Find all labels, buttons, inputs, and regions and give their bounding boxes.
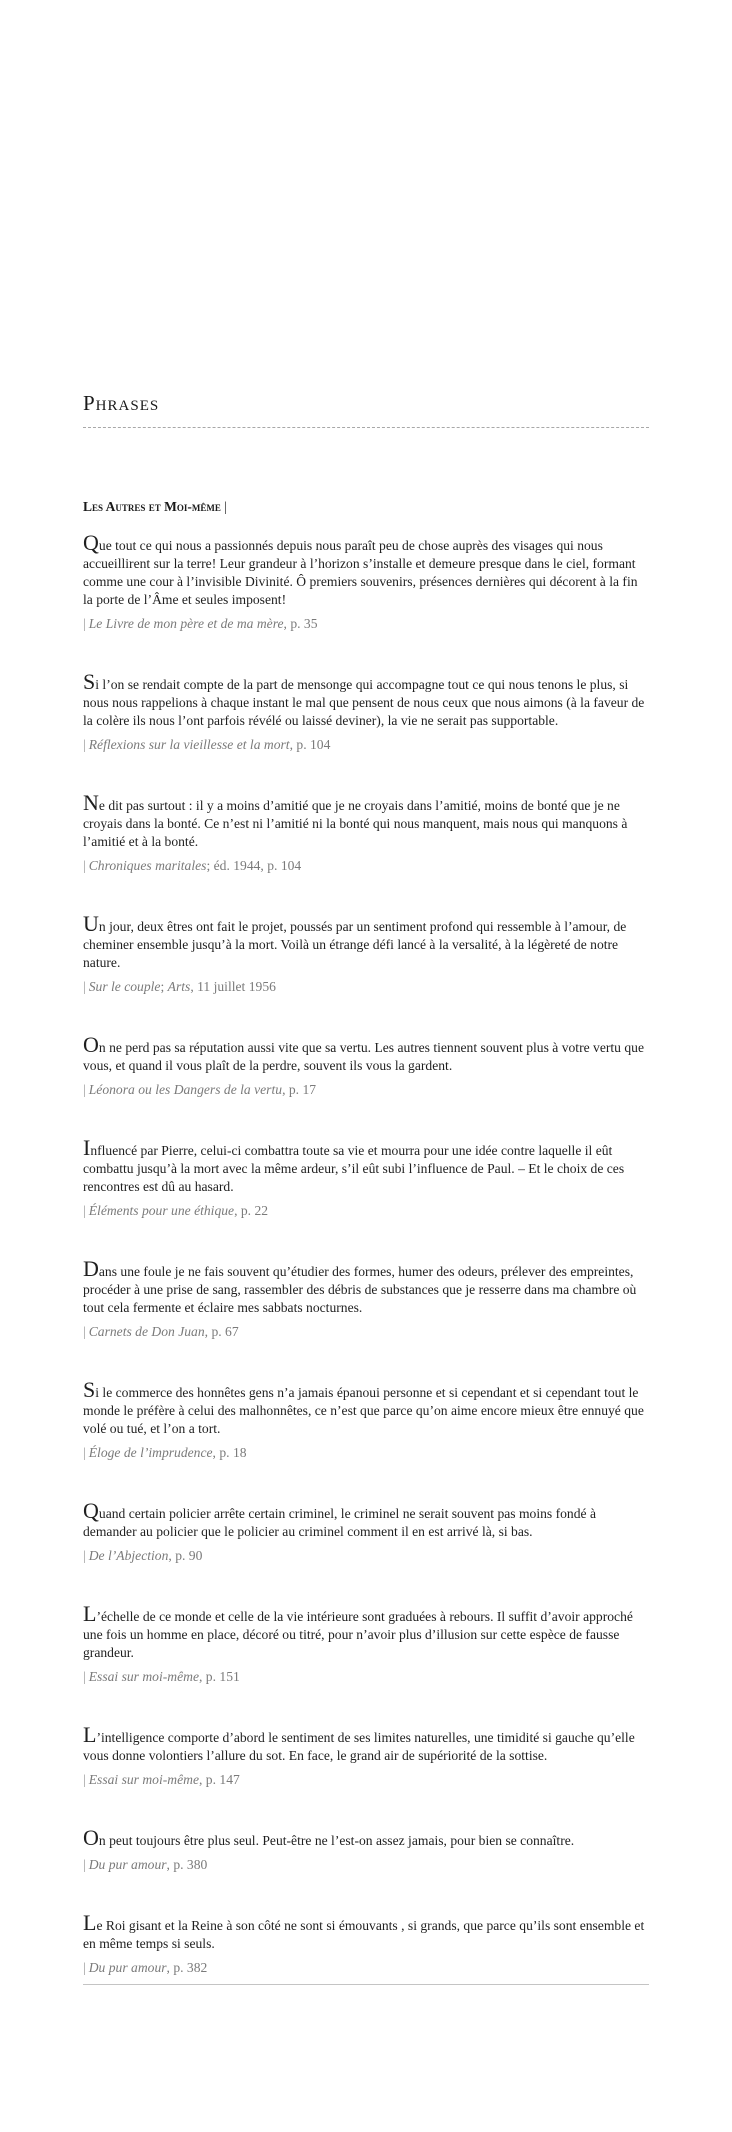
source-publication: Arts (167, 979, 191, 994)
source-title: Essai sur moi-même (88, 1669, 199, 1684)
source-pipe: | (83, 1960, 86, 1975)
source-separator: ; (160, 979, 168, 994)
quote-source (83, 1959, 649, 1977)
quote-initial: I (83, 1135, 91, 1160)
quote-body: i l’on se rendait compte de la part de mensonge qui accompagne tout ce qui nous tenons le plus, si nous nous rappelions à chaque instant le mal que pensent de nous ceux que nous aimons (à la faveur de la colère ils nous l’ont parfois révélé ou laissé deviner), la vie ne serait pas supportable. (83, 677, 645, 728)
quote-text (83, 1256, 649, 1317)
quote-body: n jour, deux êtres ont fait le projet, poussés par un sentiment profond qui ressemble à l’amour, de cheminer ensemble jusqu’à la mort. Voilà un étrange défi lancé à la versalité, à la légèreté de notre nature. (83, 919, 627, 970)
source-title: Éléments pour une éthique (88, 1203, 235, 1218)
source-reference: ; éd. 1944, p. 104 (206, 858, 302, 873)
quote-body: ’échelle de ce monde et celle de la vie intérieure sont graduées à rebours. Il suffit d’avoir approché une fois un homme en place, décoré ou titré, pour n’avoir plus d’illusion sur cette espèce de fausse grandeur. (83, 1609, 633, 1660)
quote-text (83, 1722, 649, 1765)
source-reference: , p. 22 (234, 1203, 269, 1218)
source-pipe: | (83, 737, 86, 752)
source-reference: , p. 67 (204, 1324, 239, 1339)
source-reference: , p. 35 (283, 616, 318, 631)
quote-text (83, 911, 649, 972)
source-title: Sur le couple (88, 979, 161, 994)
quote-text (83, 1601, 649, 1662)
quote-list (83, 530, 649, 1977)
source-reference: , p. 18 (212, 1445, 247, 1460)
quote-item (83, 1377, 649, 1462)
section-title-text: Les Autres et Moi-même (83, 499, 221, 514)
quote-source (83, 1081, 649, 1099)
section-title (83, 498, 649, 516)
quote-text (83, 790, 649, 851)
quote-initial: S (83, 1377, 96, 1402)
quote-body: i le commerce des honnêtes gens n’a jamais épanoui personne et si cependant et si cependant tout le monde le préfère à celui des malhonnêtes, ce n’est que parce qu’on aime encore mieux être ennuyé que volé ou tué, et l’on a tort. (83, 1385, 644, 1436)
source-reference: , p. 17 (282, 1082, 317, 1097)
quote-body: uand certain policier arrête certain criminel, le criminel ne serait souvent pas moins fondé à demander au policier que le policier au criminel comment il en est arrivé là, si bas. (83, 1506, 596, 1539)
quote-body: e dit pas surtout : il y a moins d’amitié que je ne croyais dans l’amitié, moins de bonté que je ne croyais dans la bonté. Ce n’est ni l’amitié ni la bonté qui nous manquent, mais nous qui manquons à l’amitié et à la bonté. (83, 798, 628, 849)
source-title: Chroniques maritales (88, 858, 207, 873)
quote-item (83, 1256, 649, 1341)
quote-source (83, 978, 649, 996)
source-title: De l’Abjection (88, 1548, 169, 1563)
quote-item (83, 1135, 649, 1220)
source-title: Carnets de Don Juan (88, 1324, 205, 1339)
quote-body: nfluencé par Pierre, celui-ci combattra toute sa vie et mourra pour une idée contre laquelle il eût combattu jusqu’à la mort avec la même ardeur, s’il eût subi l’influence de Paul. – Et le choix de ces rencontres est dû au hasard. (83, 1143, 625, 1194)
quote-source (83, 1547, 649, 1565)
source-reference: , p. 104 (289, 737, 331, 752)
quote-body: e Roi gisant et la Reine à son côté ne sont si émouvants , si grands, que parce qu’ils sont ensemble et en même temps si seuls. (83, 1918, 645, 1951)
quote-source (83, 1668, 649, 1686)
quote-item (83, 1601, 649, 1686)
quote-initial: O (83, 1032, 99, 1057)
quote-source (83, 736, 649, 754)
quote-initial: S (83, 669, 96, 694)
quote-source (83, 1444, 649, 1462)
quote-text (83, 669, 649, 730)
page-title: Phrases (83, 391, 160, 415)
quote-body: ans une foule je ne fais souvent qu’étudier des formes, humer des odeurs, prélever des empreintes, procéder à une prise de sang, rassembler des débris de substances que je resserre dans ma chambre où tout cela fermente et éclaire mes sabbats nocturnes. (83, 1264, 637, 1315)
quote-text (83, 1377, 649, 1438)
quote-body: n peut toujours être plus seul. Peut-être ne l’est-on assez jamais, pour bien se connaître. (98, 1833, 575, 1848)
quote-item (83, 911, 649, 996)
source-pipe: | (83, 1669, 86, 1684)
footer-divider (83, 1984, 649, 1985)
source-title: Le Livre de mon père et de ma mère (88, 616, 284, 631)
quote-item (83, 1498, 649, 1565)
quote-body: n ne perd pas sa réputation aussi vite que sa vertu. Les autres tiennent souvent plus à votre vertu que vous, et quand il vous plaît de la perdre, souvent ils vous la gardent. (83, 1040, 644, 1073)
source-title: Essai sur moi-même (88, 1772, 199, 1787)
source-pipe: | (83, 979, 86, 994)
source-pipe: | (83, 1445, 86, 1460)
quote-source (83, 1202, 649, 1220)
quote-item (83, 530, 649, 633)
quote-initial: L (83, 1910, 97, 1935)
quote-text (83, 1032, 649, 1075)
source-reference: , p. 147 (199, 1772, 240, 1787)
quote-source (83, 615, 649, 633)
source-pipe: | (83, 1857, 86, 1872)
phrases-page (83, 390, 649, 2017)
source-reference: , 11 juillet 1956 (190, 979, 276, 994)
quote-initial: O (83, 1825, 99, 1850)
quote-initial: Q (83, 530, 99, 555)
source-reference: , p. 151 (199, 1669, 240, 1684)
source-pipe: | (83, 1548, 86, 1563)
source-pipe: | (83, 1203, 86, 1218)
quote-source (83, 1323, 649, 1341)
source-title: Du pur amour (88, 1857, 167, 1872)
quote-item (83, 790, 649, 875)
source-title: Léonora ou les Dangers de la vertu (88, 1082, 283, 1097)
source-pipe: | (83, 1324, 86, 1339)
title-divider (83, 427, 649, 428)
quote-initial: Q (83, 1498, 99, 1523)
quote-text (83, 1910, 649, 1953)
quote-source (83, 1856, 649, 1874)
quote-initial: U (83, 911, 99, 936)
quote-text (83, 1135, 649, 1196)
quote-body: ’intelligence comporte d’abord le sentiment de ses limites naturelles, une timidité si gauche qu’elle vous donne volontiers l’allure du sot. En face, le grand air de supériorité de la sottise. (83, 1730, 635, 1763)
quote-item (83, 669, 649, 754)
quote-item (83, 1910, 649, 1977)
source-reference: , p. 90 (168, 1548, 203, 1563)
source-reference: , p. 380 (166, 1857, 208, 1872)
quote-text (83, 530, 649, 609)
quote-initial: N (83, 790, 99, 815)
source-title: Éloge de l’imprudence (88, 1445, 213, 1460)
source-pipe: | (83, 1082, 86, 1097)
quote-item (83, 1032, 649, 1099)
section-separator: | (224, 499, 227, 514)
quote-item (83, 1722, 649, 1789)
quote-initial: D (83, 1256, 99, 1281)
quote-body: ue tout ce qui nous a passionnés depuis nous paraît peu de chose auprès des visages qui nous accueillirent sur la terre! Leur grandeur à l’horizon s’installe et demeure presque dans le ciel, formant comme une cour à l’invisible Divinité. Ô premiers souvenirs, présences dernières qui décorent à la fin la porte de l’Âme et seules imposent! (83, 538, 638, 607)
source-pipe: | (83, 616, 86, 631)
source-pipe: | (83, 858, 86, 873)
quote-item (83, 1825, 649, 1874)
quote-initial: L (83, 1601, 97, 1626)
quote-initial: L (83, 1722, 97, 1747)
source-pipe: | (83, 1772, 86, 1787)
source-title: Du pur amour (88, 1960, 167, 1975)
source-title: Réflexions sur la vieillesse et la mort (88, 737, 290, 752)
source-reference: , p. 382 (166, 1960, 208, 1975)
quote-source (83, 857, 649, 875)
quote-text (83, 1825, 649, 1850)
quote-source (83, 1771, 649, 1789)
quote-text (83, 1498, 649, 1541)
